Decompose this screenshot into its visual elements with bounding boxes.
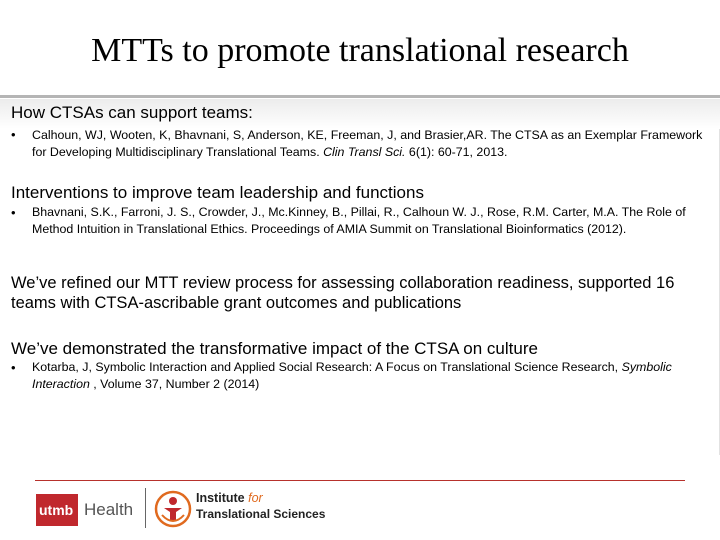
- reference-volume: , Volume 37, Number 2 (2014): [89, 377, 260, 391]
- utmb-logo-text: utmb: [39, 502, 74, 518]
- reference-bhavnani: Bhavnani, S.K., Farroni, J. S., Crowder, J., Mc.Kinney, B., Pillai, R., Calhoun W. J., Rose, R.M. Carter, M.A. The Role of Method Intuition in Translational Ethics. Proceedings of AMIA Summit on Translational Bioinformatics (2012).: [32, 205, 686, 236]
- institute-people-icon: [154, 490, 192, 528]
- section-heading-ctsa-support: How CTSAs can support teams:: [11, 103, 253, 122]
- mtt-review-statement: We’ve refined our MTT review process for assessing collaboration readiness, supported 16 teams with CTSA-ascribable grant outcomes and publications: [11, 274, 675, 312]
- bullet-icon: •: [11, 205, 16, 220]
- utmb-logo: [36, 494, 78, 526]
- reference-calhoun: [32, 127, 716, 161]
- reference-kotarba: [32, 359, 716, 393]
- bullet-icon: •: [11, 360, 16, 375]
- section-heading-culture: We’ve demonstrated the transformative impact of the CTSA on culture: [11, 339, 538, 358]
- section-heading-interventions: Interventions to improve team leadership and functions: [11, 183, 424, 202]
- footer-divider: [35, 480, 685, 481]
- logo-divider: [145, 488, 146, 528]
- institute-for-word: for: [248, 491, 263, 505]
- institute-name-line1: [196, 491, 263, 505]
- title-divider: [0, 95, 720, 98]
- reference-volume: 6(1): 60-71, 2013.: [405, 145, 508, 159]
- reference-head: Kotarba, J, Symbolic Interaction and Applied Social Research: A Focus on Translational Science Research,: [32, 360, 622, 374]
- footer-logos: [36, 486, 336, 530]
- health-logo-text: Health: [84, 500, 134, 519]
- reference-journal: Clin Transl Sci.: [323, 145, 406, 159]
- bullet-icon: •: [11, 127, 16, 142]
- reference-authors: Calhoun, WJ, Wooten, K, Bhavnani, S, Anderson, KE, Freeman, J, and Brasier,AR. The CTSA as an Exemplar Framework for Developing Multidisciplinary Translational Teams.: [32, 128, 703, 159]
- slide-title: MTTs to promote translational research: [91, 32, 629, 69]
- institute-name-line2: Translational Sciences: [196, 507, 326, 521]
- reference-journal: Symbolic Interaction: [32, 360, 672, 391]
- institute-word: Institute: [196, 491, 245, 505]
